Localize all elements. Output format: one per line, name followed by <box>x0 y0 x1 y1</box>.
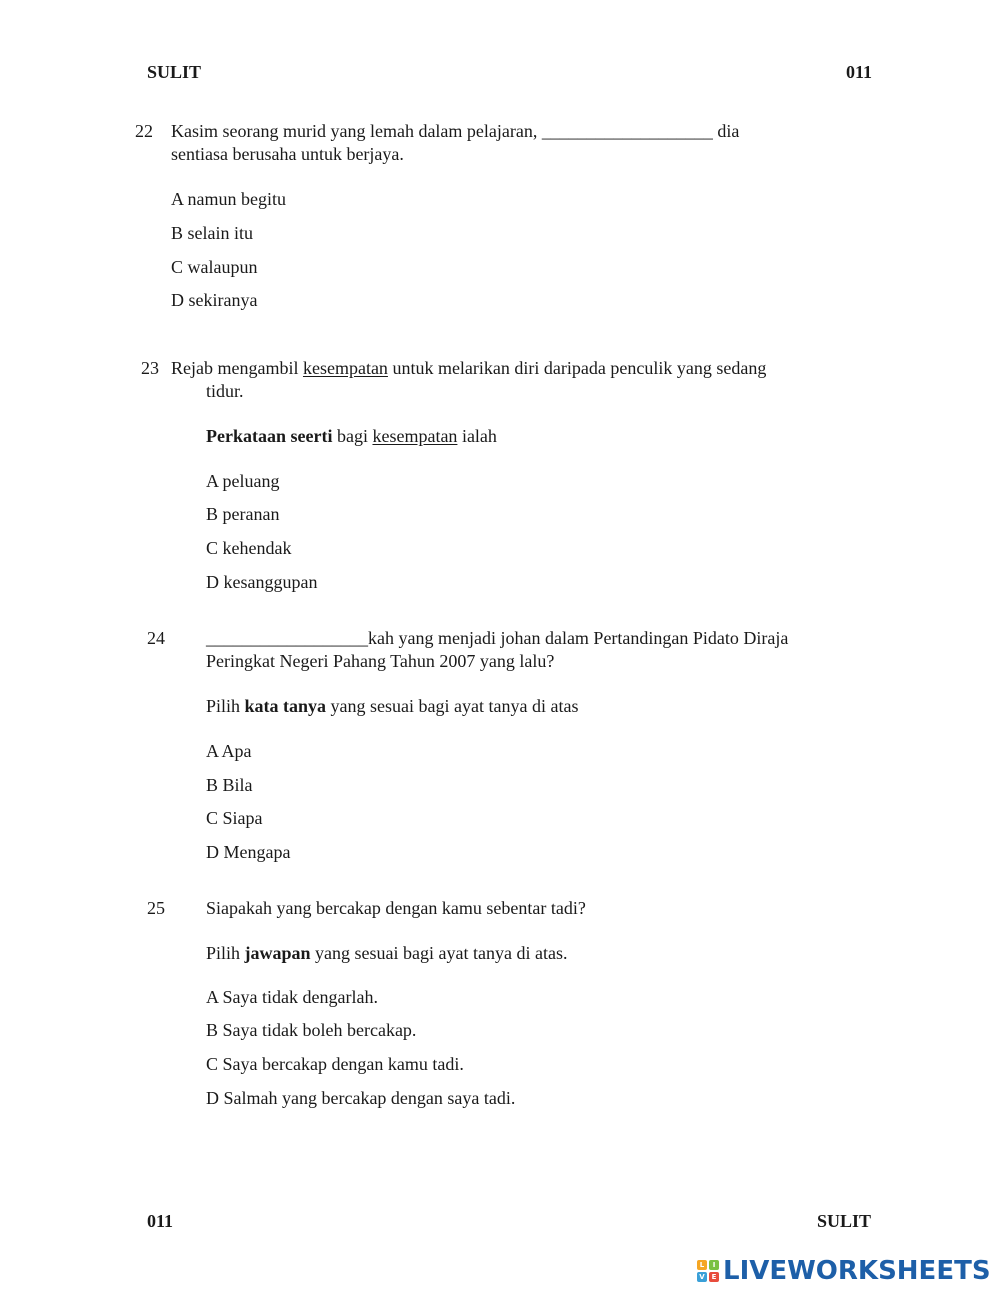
option-a[interactable]: A Apa <box>206 741 252 761</box>
question-number: 23 <box>141 358 159 378</box>
question-text-line2: sentiasa berusaha untuk berjaya. <box>171 144 404 164</box>
option-b[interactable]: B Saya tidak boleh bercakap. <box>206 1020 417 1040</box>
underlined-word: kesempatan <box>302 358 388 378</box>
text-segment: Rejab mengambil <box>171 358 303 378</box>
text-segment: yang sesuai bagi ayat tanya di atas <box>326 696 579 716</box>
text-segment: untuk melarikan diri daripada penculik yang sedang <box>387 358 767 378</box>
question-text-line2: tidur. <box>206 381 244 401</box>
bold-keyword: Perkataan seerti <box>206 426 333 446</box>
question-number: 24 <box>147 628 165 648</box>
underlined-word: kesempatan <box>372 426 458 446</box>
question-text-line1: Siapakah yang bercakap dengan kamu sebentar tadi? <box>206 898 586 918</box>
option-a[interactable]: A namun begitu <box>171 189 286 209</box>
option-b[interactable]: B Bila <box>206 775 253 795</box>
liveworksheets-icon <box>697 1260 719 1282</box>
logo-square-l: L <box>697 1260 707 1270</box>
text-segment: bagi <box>332 426 373 446</box>
option-a[interactable]: A Saya tidak dengarlah. <box>206 987 378 1007</box>
option-d[interactable]: D sekiranya <box>171 290 258 310</box>
bold-keyword: jawapan <box>244 943 311 963</box>
logo-square-e: E <box>709 1272 719 1282</box>
question-text-line2: Peringkat Negeri Pahang Tahun 2007 yang lalu? <box>206 651 555 671</box>
header-left: SULIT <box>147 62 202 82</box>
option-c[interactable]: C Saya bercakap dengan kamu tadi. <box>206 1054 464 1074</box>
question-prompt <box>206 695 578 717</box>
footer-right: SULIT <box>817 1211 872 1231</box>
text-segment: Pilih <box>206 696 245 716</box>
option-c[interactable]: C walaupun <box>171 257 258 277</box>
option-b[interactable]: B peranan <box>206 504 280 524</box>
option-c[interactable]: C Siapa <box>206 808 263 828</box>
question-prompt <box>206 425 497 447</box>
logo-text: LIVEWORKSHEETS <box>723 1256 991 1286</box>
question-text-line1: Kasim seorang murid yang lemah dalam pelajaran, ___________________ dia <box>171 121 740 141</box>
option-d[interactable]: D Salmah yang bercakap dengan saya tadi. <box>206 1088 516 1108</box>
question-text-line1 <box>171 357 766 379</box>
liveworksheets-logo <box>697 1256 991 1286</box>
question-text-line1: __________________kah yang menjadi johan dalam Pertandingan Pidato Diraja <box>206 628 789 648</box>
option-a[interactable]: A peluang <box>206 471 280 491</box>
footer-left: 011 <box>147 1211 174 1231</box>
text-segment: yang sesuai bagi ayat tanya di atas. <box>310 943 568 963</box>
text-segment: Pilih <box>206 943 245 963</box>
logo-square-i: I <box>709 1260 719 1270</box>
option-d[interactable]: D Mengapa <box>206 842 291 862</box>
question-prompt <box>206 942 567 964</box>
option-d[interactable]: D kesanggupan <box>206 572 318 592</box>
header-right: 011 <box>846 62 873 82</box>
text-segment: ialah <box>457 426 497 446</box>
bold-keyword: kata tanya <box>244 696 327 716</box>
option-c[interactable]: C kehendak <box>206 538 292 558</box>
question-number: 25 <box>147 898 165 918</box>
question-number: 22 <box>135 121 153 141</box>
logo-square-v: V <box>697 1272 707 1282</box>
option-b[interactable]: B selain itu <box>171 223 253 243</box>
